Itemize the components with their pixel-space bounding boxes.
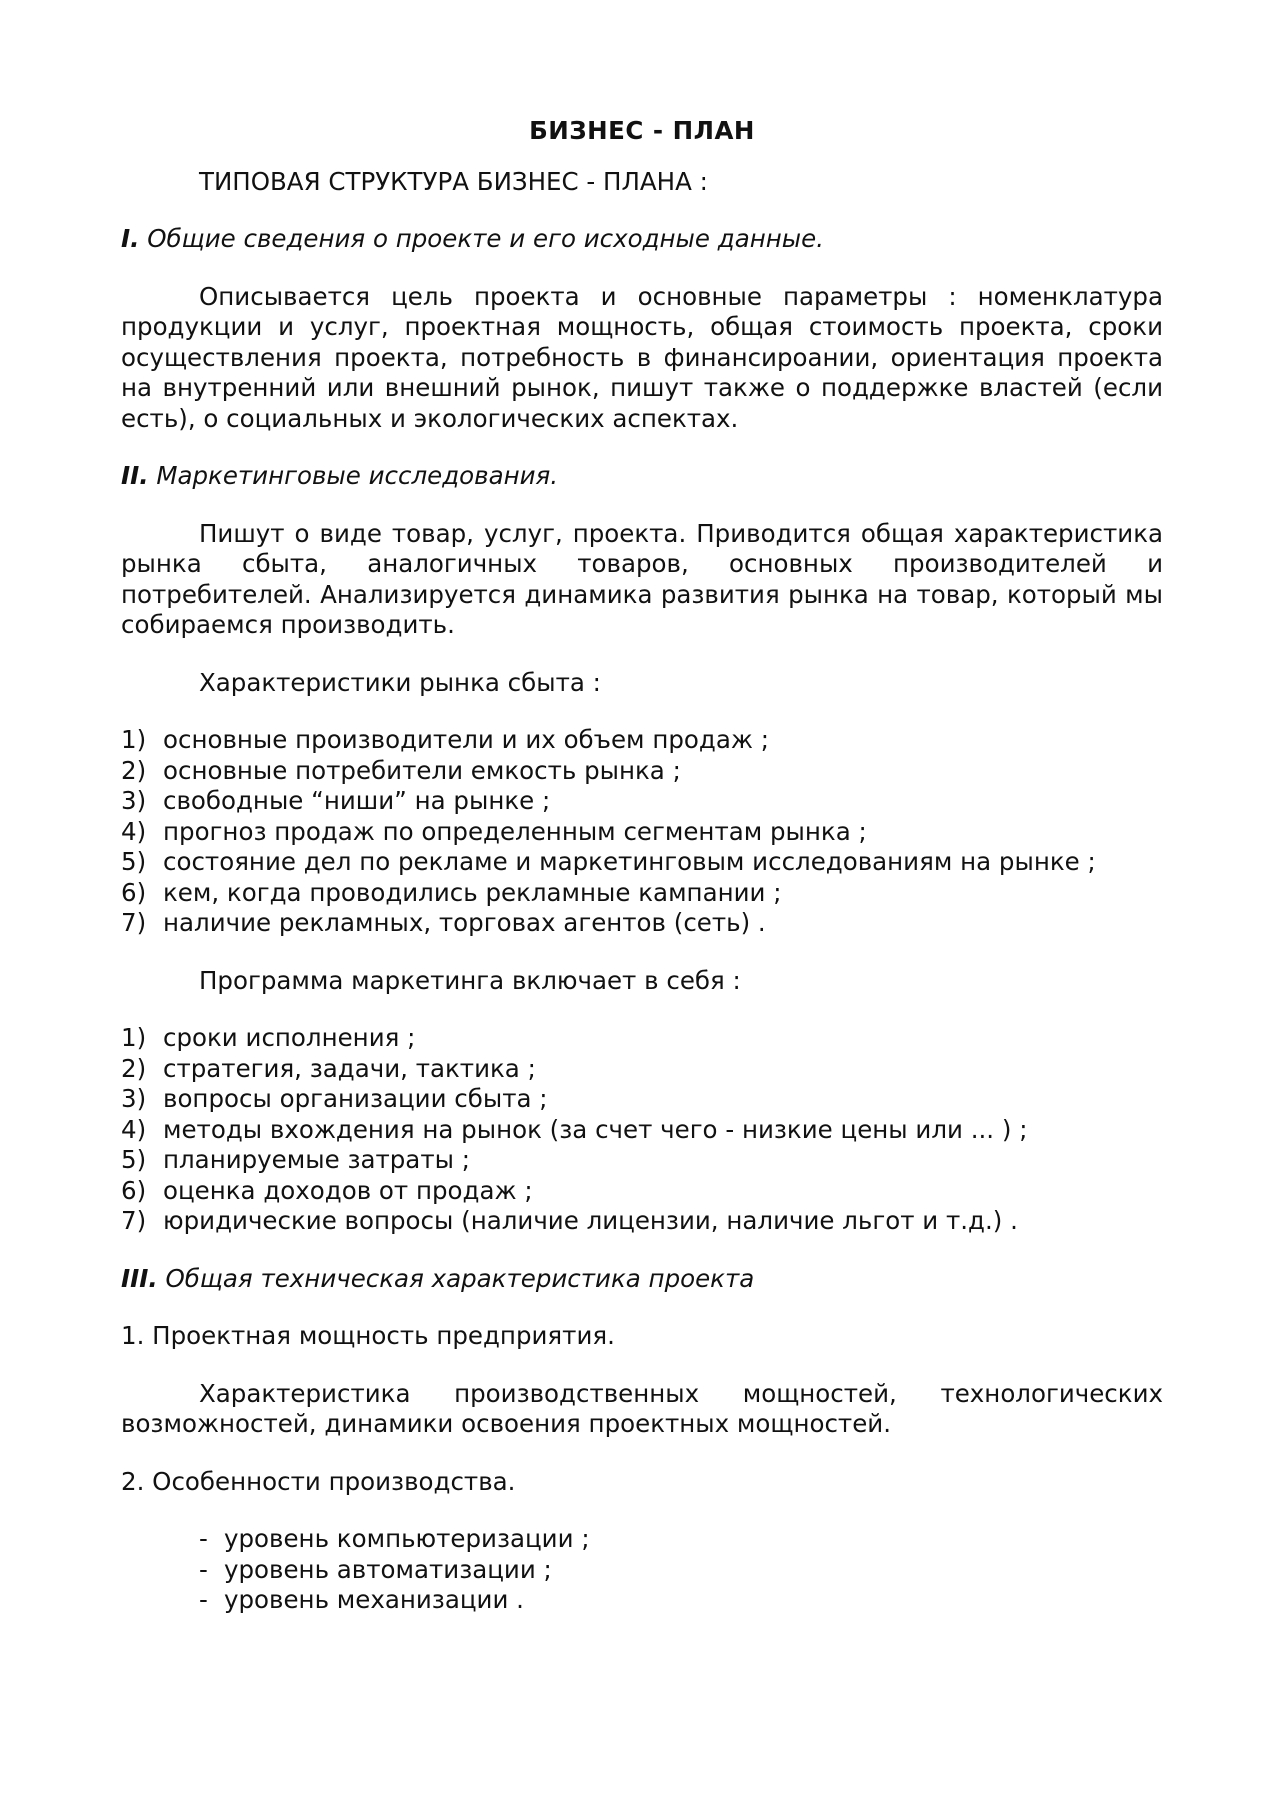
list-marker: - bbox=[199, 1524, 208, 1553]
list-marker: 5) bbox=[121, 847, 147, 876]
list-marker: - bbox=[199, 1554, 208, 1584]
list-item-text: сроки исполнения ; bbox=[163, 1023, 416, 1052]
list-marker: - bbox=[199, 1585, 208, 1614]
document-page bbox=[121, 116, 1163, 1616]
list-marker: 6) bbox=[121, 877, 147, 907]
list-marker: 7) bbox=[121, 908, 147, 937]
list-item-text: прогноз продаж по определенным сегментам рынка ; bbox=[163, 816, 867, 846]
list-marker: 1) bbox=[121, 725, 147, 754]
section-1-paragraph: Описывается цель проекта и основные параметры : номенклатура продукции и услуг, проектная мощность, общая стоимость проекта, сроки осуществления проекта, потребность в финансироании, ориентация проекта на внутренний или внешний рынок, пишут также о поддержке властей (если есть), о социальных и экологических аспектах. bbox=[121, 281, 1163, 433]
list-item bbox=[199, 1585, 1163, 1616]
list-item-text: уровень механизации . bbox=[224, 1585, 524, 1614]
document-subtitle: ТИПОВАЯ СТРУКТУРА БИЗНЕС - ПЛАНА : bbox=[199, 166, 708, 196]
list-marker: 3) bbox=[121, 786, 147, 815]
list-item-text: оценка доходов от продаж ; bbox=[163, 1175, 533, 1205]
list-item-text: юридические вопросы (наличие лицензии, наличие льгот и т.д.) . bbox=[163, 1206, 1018, 1235]
list-item-text: методы вхождения на рынок (за счет чего - низкие цены или ... ) ; bbox=[163, 1114, 1028, 1144]
section-1-heading bbox=[121, 224, 1163, 255]
list-marker: 3) bbox=[121, 1084, 147, 1113]
list-item bbox=[121, 1054, 1163, 1085]
list-item bbox=[121, 725, 1163, 756]
list-item-text: наличие рекламных, торговах агентов (сеть) . bbox=[163, 908, 766, 937]
list-item bbox=[121, 1176, 1163, 1207]
section-1-title: Общие сведения о проекте и его исходные данные. bbox=[139, 224, 824, 253]
list-marker: 2) bbox=[121, 755, 147, 785]
list-item bbox=[121, 908, 1163, 939]
list-item-text: основные производители и их объем продаж ; bbox=[163, 725, 769, 754]
list-item-text: планируемые затраты ; bbox=[163, 1145, 470, 1174]
list-item bbox=[121, 1084, 1163, 1115]
section-2-paragraph: Пишут о виде товар, услуг, проекта. Приводится общая характеристика рынка сбыта, аналогичных товаров, основных производителей и потребителей. Анализируется динамика развития рынка на товар, который мы собираемся производить. bbox=[121, 518, 1163, 639]
list-item-text: уровень компьютеризации ; bbox=[224, 1524, 590, 1553]
market-characteristics-list bbox=[121, 725, 1163, 939]
list-marker: 4) bbox=[121, 816, 147, 846]
section-3-heading bbox=[121, 1264, 1163, 1295]
market-characteristics-lead: Характеристики рынка сбыта : bbox=[199, 667, 601, 697]
list-item bbox=[121, 1115, 1163, 1146]
section-2-heading bbox=[121, 461, 1163, 492]
list-item bbox=[121, 1206, 1163, 1237]
section-3-number: III. bbox=[121, 1263, 158, 1293]
production-features-list bbox=[121, 1524, 1163, 1616]
list-item-text: кем, когда проводились рекламные кампании ; bbox=[163, 877, 782, 907]
document-title: БИЗНЕС - ПЛАН bbox=[529, 116, 755, 145]
list-item-text: свободные “ниши” на рынке ; bbox=[163, 786, 551, 815]
list-item-text: состояние дел по рекламе и маркетинговым исследованиям на рынке ; bbox=[163, 847, 1096, 876]
list-marker: 4) bbox=[121, 1114, 147, 1144]
list-item bbox=[121, 878, 1163, 909]
list-item bbox=[121, 786, 1163, 817]
list-marker: 6) bbox=[121, 1175, 147, 1205]
section-3-paragraph: Характеристика производственных мощностей, технологических возможностей, динамики освоения проектных мощностей. bbox=[121, 1378, 1163, 1438]
list-marker: 5) bbox=[121, 1145, 147, 1174]
list-marker: 7) bbox=[121, 1206, 147, 1235]
section-2-number: II. bbox=[121, 461, 149, 490]
subsection-capacity-heading: 1. Проектная мощность предприятия. bbox=[121, 1321, 615, 1350]
section-3-title: Общая техническая характеристика проекта bbox=[157, 1263, 755, 1293]
list-item bbox=[121, 756, 1163, 787]
list-item-text: основные потребители емкость рынка ; bbox=[163, 755, 681, 785]
marketing-program-lead: Программа маркетинга включает в себя : bbox=[199, 965, 741, 995]
list-item bbox=[121, 817, 1163, 848]
list-item bbox=[121, 847, 1163, 878]
section-1-number: I. bbox=[121, 224, 140, 253]
list-item bbox=[121, 1145, 1163, 1176]
section-2-title: Маркетинговые исследования. bbox=[148, 461, 559, 490]
list-marker: 2) bbox=[121, 1053, 147, 1083]
subsection-production-heading: 2. Особенности производства. bbox=[121, 1466, 516, 1496]
list-item bbox=[199, 1524, 1163, 1555]
list-item-text: уровень автоматизации ; bbox=[224, 1554, 552, 1584]
list-item-text: стратегия, задачи, тактика ; bbox=[163, 1053, 536, 1083]
list-item bbox=[199, 1555, 1163, 1586]
list-item bbox=[121, 1023, 1163, 1054]
marketing-program-list bbox=[121, 1023, 1163, 1237]
list-marker: 1) bbox=[121, 1023, 147, 1052]
list-item-text: вопросы организации сбыта ; bbox=[163, 1084, 548, 1113]
